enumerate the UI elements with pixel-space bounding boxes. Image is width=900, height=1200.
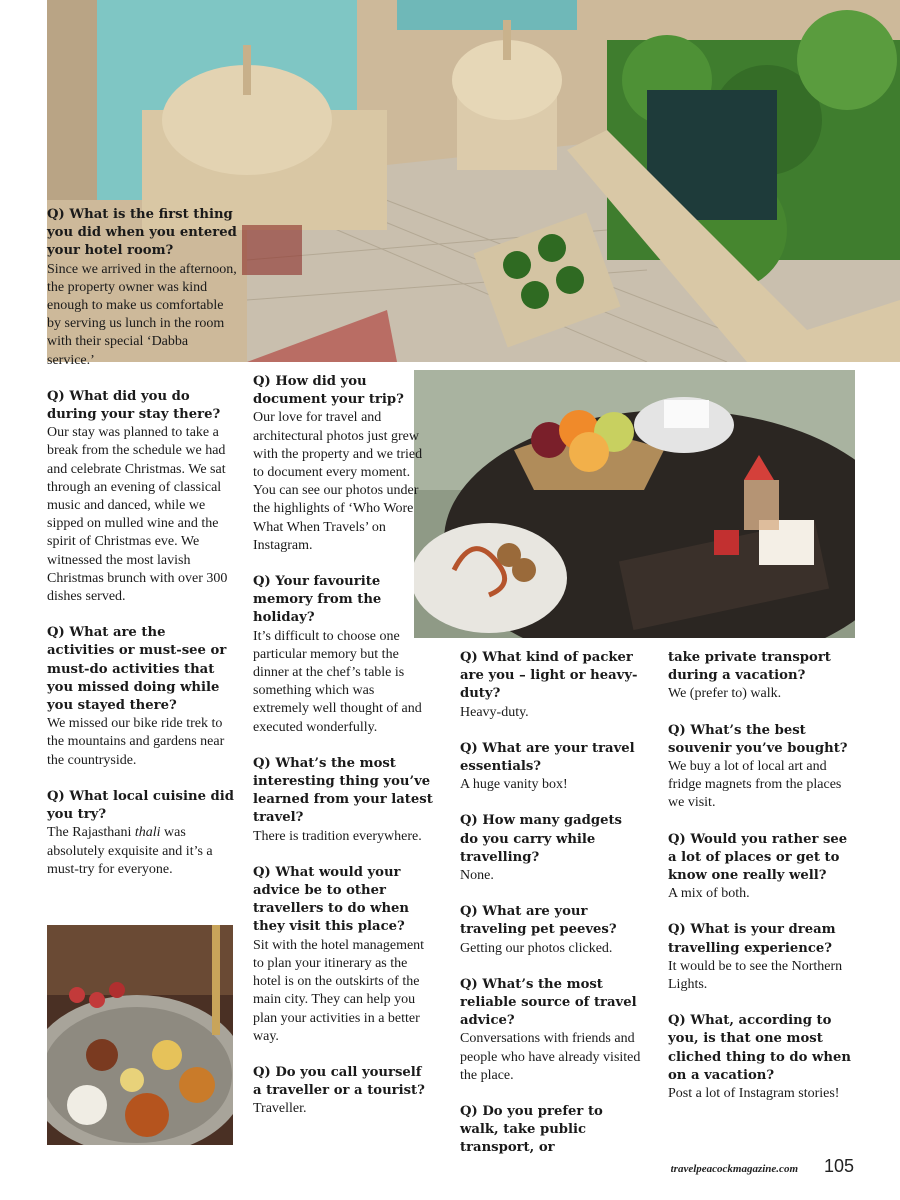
qa-item	[668, 649, 858, 704]
column-3	[460, 649, 642, 1176]
question: Q) What’s the most reliable source of travel advice?	[460, 976, 637, 1029]
qa-item	[460, 740, 642, 795]
column-4	[668, 649, 858, 1121]
question: Q) What kind of packer are you – light or heavy-duty?	[460, 650, 638, 702]
question: Q) What local cuisine did you try?	[47, 788, 235, 823]
column-2	[253, 373, 433, 1137]
qa-item	[253, 755, 433, 846]
column-1	[47, 206, 237, 897]
question: Q) What’s the most interesting thing you’ve learned from your latest travel?	[253, 755, 433, 826]
thali-photo	[47, 925, 233, 1145]
qa-item	[460, 1103, 642, 1158]
question: Q) What did you do during your stay there?	[47, 388, 221, 423]
answer: We buy a lot of local art and fridge magnets from the places we visit.	[668, 759, 842, 811]
answer: Our love for travel and architectural photos just grew with the property and we tried to document every moment. You can see our photos under the highlights of ‘Who Wore What When Travels’ on Instagram.	[253, 410, 423, 553]
answer: Post a lot of Instagram stories!	[668, 1086, 840, 1102]
answer: We missed our bike ride trek to the mountains and gardens near the countryside.	[47, 716, 225, 768]
qa-item	[253, 573, 433, 737]
qa-item	[460, 976, 642, 1085]
question: Q) What is the first thing you did when you entered your hotel room?	[47, 207, 237, 259]
answer: Since we arrived in the afternoon, the property owner was kind enough to make us comfortable by serving us lunch in the room with their special ‘Dabba service.’	[47, 261, 237, 368]
qa-item	[47, 206, 237, 370]
qa-item	[668, 921, 858, 994]
question: Q) Your favourite memory from the holiday?	[253, 574, 382, 626]
answer: A huge vanity box!	[460, 777, 568, 793]
answer: There is tradition everywhere.	[253, 828, 422, 844]
question: Q) What, according to you, is that one most cliched thing to do when on a vacation?	[668, 1013, 851, 1083]
question: Q) Do you call yourself a traveller or a tourist?	[253, 1064, 425, 1099]
question: take private transport during a vacation?	[668, 650, 831, 684]
answer-emphasis: thali	[134, 825, 161, 841]
qa-item	[668, 722, 858, 813]
answer-text: was absolutely exquisite and it’s a must-try for everyone.	[47, 825, 213, 877]
answer: Sit with the hotel management to plan your itinerary as the hotel is on the outskirts of the main city. They can help you plan your activities in a better way.	[253, 937, 425, 1044]
answer	[47, 824, 237, 879]
qa-item	[47, 788, 237, 879]
dessert-table-photo	[414, 370, 855, 638]
qa-item	[253, 373, 433, 555]
answer: Conversations with friends and people who have already visited the place.	[460, 1031, 641, 1083]
answer: Our stay was planned to take a break from the schedule we had and celebrate Christmas. We sat through an evening of classical music and danced, while we sipped on mulled wine and the spirit of Christmas eve. We witnessed the most lavish Christmas brunch with over 300 dishes served.	[47, 425, 228, 605]
page-number: 105	[823, 1156, 854, 1176]
question: Q) How did you document your trip?	[253, 374, 404, 408]
question: Q) What’s the best souvenir you’ve bought?	[668, 722, 848, 756]
magazine-url: travelpeacockmagazine.com	[670, 1163, 798, 1175]
answer: Getting our photos clicked.	[460, 940, 613, 956]
answer: None.	[460, 868, 494, 884]
qa-item	[253, 1064, 433, 1119]
question: Q) What are your travel essentials?	[460, 740, 635, 775]
thali-illustration	[47, 925, 233, 1145]
question: Q) What are the activities or must-see or must-do activities that you missed doing while you stayed there?	[47, 625, 227, 714]
dessert-table-illustration	[414, 370, 855, 638]
question: Q) Would you rather see a lot of places or get to know one really well?	[668, 831, 848, 884]
answer-text: The Rajasthani	[47, 825, 135, 841]
qa-item	[460, 649, 642, 722]
answer: We (prefer to) walk.	[668, 686, 782, 702]
qa-item	[460, 812, 642, 885]
answer: Traveller.	[253, 1101, 307, 1117]
answer: It would be to see the Northern Lights.	[668, 958, 843, 993]
answer: Heavy-duty.	[460, 704, 529, 720]
qa-item	[47, 388, 237, 606]
qa-item	[668, 1012, 858, 1103]
qa-item	[668, 831, 858, 904]
answer: A mix of both.	[668, 886, 750, 902]
question: Q) What would your advice be to other travellers to do when they visit this place?	[253, 864, 410, 935]
answer: It’s difficult to choose one particular memory but the dinner at the chef’s table is something which was extremely well thought of and executed wonderfully.	[253, 628, 422, 735]
qa-item	[47, 624, 237, 770]
question: Q) How many gadgets do you carry while travelling?	[460, 813, 622, 865]
qa-item	[253, 864, 433, 1046]
question: Q) What is your dream travelling experience?	[668, 922, 836, 956]
question: Q) Do you prefer to walk, take public transport, or	[460, 1104, 603, 1156]
qa-item	[460, 903, 642, 958]
question: Q) What are your traveling pet peeves?	[460, 904, 617, 938]
